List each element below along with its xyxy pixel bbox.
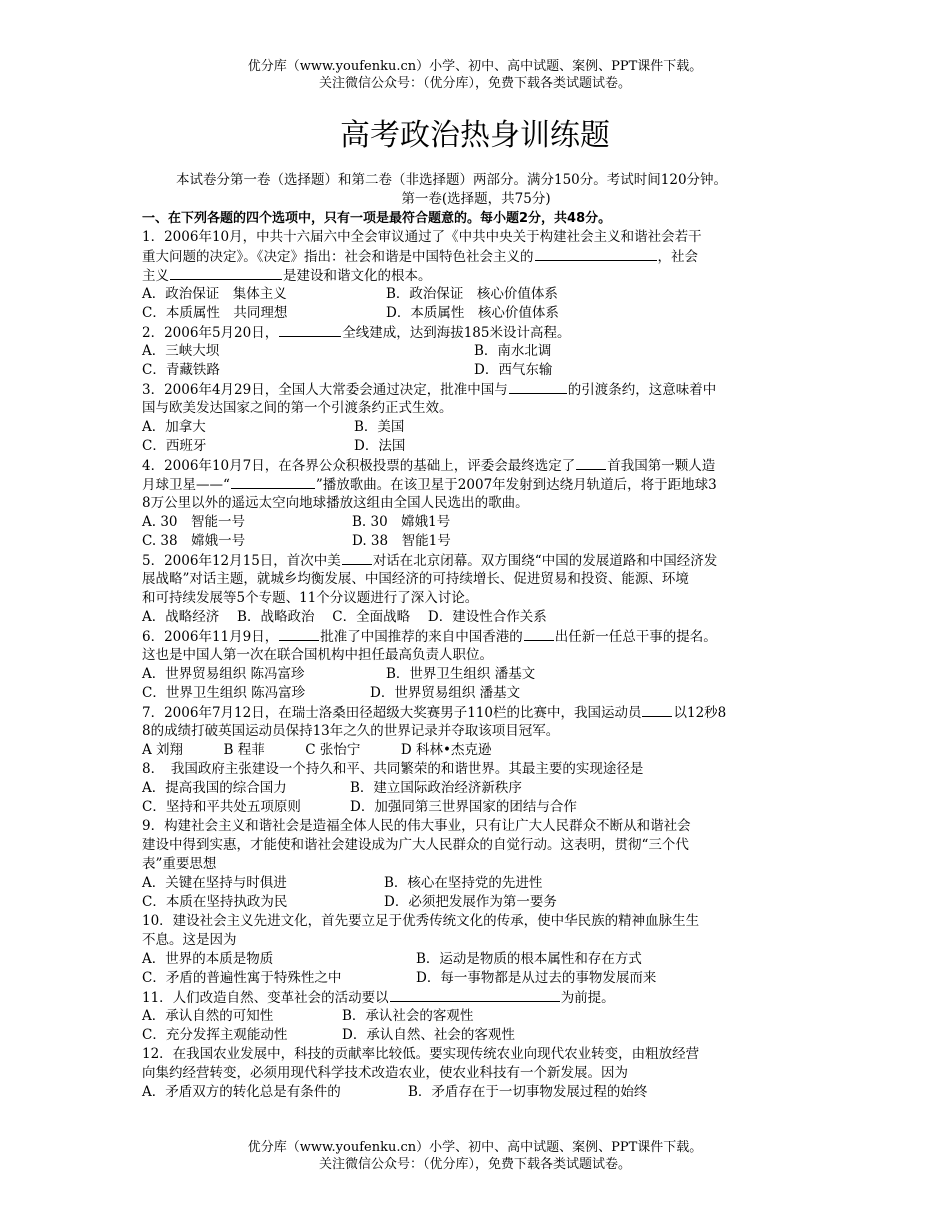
- text-segment: 全线建成，达到海拔185米设计高程。: [342, 325, 571, 341]
- answer-blank: [231, 475, 315, 489]
- option-b: B．矛盾存在于一切事物发展过程的始终: [408, 1084, 648, 1100]
- option-row: [142, 285, 810, 304]
- option-d: D．承认自然、社会的客观性: [342, 1027, 515, 1043]
- option-b: B．建立国际政治经济新秩序: [350, 780, 522, 796]
- option-d: D. 38 智能1号: [352, 533, 451, 549]
- question-text: [142, 703, 810, 722]
- text-segment: 的引渡条约，这意味着中: [567, 382, 717, 398]
- option-row: [142, 342, 810, 361]
- answer-blank: [170, 266, 282, 280]
- question-8: [142, 760, 810, 817]
- header-line-1: 优分库（www.youfenku.cn）小学、初中、高中试题、案例、PPT课件下载。: [247, 59, 703, 74]
- option-a: A．世界的本质是物质: [142, 951, 274, 967]
- section-heading: 一、在下列各题的四个选项中，只有一项是最符合题意的。每小题2分，共48分。: [142, 211, 612, 226]
- option-b: B．政治保证 核心价值体系: [386, 286, 558, 302]
- header-line-2: 关注微信公众号：（优分库），免费下载各类试题试卷。: [318, 76, 631, 91]
- text-segment: 主义: [142, 268, 169, 284]
- exam-content: [142, 171, 810, 1102]
- question-7: [142, 703, 810, 760]
- intro-text: 本试卷分第一卷（选择题）和第二卷（非选择题）两部分。满分150分。考试时间120分钟。: [176, 172, 728, 188]
- option-b: B．南水北调: [474, 343, 552, 359]
- question-text: 建设中得到实惠，才能使和谐社会建设成为广大人民群众的自觉行动。这表明，贯彻“三个代: [142, 837, 689, 853]
- question-text: [142, 627, 810, 646]
- text-segment: ，社会: [657, 249, 698, 265]
- question-text: 展战略”对话主题，就城乡均衡发展、中国经济的可持续增长、促进贸易和投资、能源、环境: [142, 571, 689, 587]
- option-a: A．政治保证 集体主义: [142, 286, 287, 302]
- text-segment: 对话在北京闭幕。双方围绕“中国的发展道路和中国经济发: [372, 553, 718, 569]
- question-text: 9．构建社会主义和谐社会是造福全体人民的伟大事业，只有让广大人民群众不断从和谐社会: [142, 818, 691, 834]
- option-d: D．本质属性 核心价值体系: [386, 305, 559, 321]
- page-footer: [0, 1139, 950, 1173]
- question-text: 1．2006年10月，中共十六届六中全会审议通过了《中共中央关于构建社会主义和谐社会若干: [142, 229, 702, 245]
- question-text: [142, 988, 810, 1007]
- option-d: D．加强同第三世界国家的团结与合作: [350, 799, 577, 815]
- option-row: [142, 798, 810, 817]
- option-row: [142, 874, 810, 893]
- option-b: B．世界卫生组织 潘基文: [386, 666, 536, 682]
- question-text: [142, 247, 810, 266]
- text-segment: 首我国第一颗人造: [607, 458, 716, 474]
- question-text: [142, 380, 810, 399]
- option-row: A 刘翔 B 程菲 C 张怡宁 D 科林•杰克逊: [142, 742, 492, 758]
- option-d: D．每一事物都是从过去的事物发展而来: [416, 970, 657, 986]
- option-row: [142, 418, 810, 437]
- option-a: A．提高我国的综合国力: [142, 780, 287, 796]
- answer-blank: [390, 988, 560, 1002]
- answer-blank: [279, 627, 319, 641]
- question-2: [142, 323, 810, 380]
- text-segment: 6．2006年11月9日，: [142, 629, 279, 645]
- volume-heading: 第一卷(选择题，共75分): [401, 191, 551, 207]
- footer-line-1: 优分库（www.youfenku.cn）小学、初中、高中试题、案例、PPT课件下载。: [247, 1140, 703, 1155]
- option-b: B．核心在坚持党的先进性: [384, 875, 543, 891]
- option-row: [142, 304, 810, 323]
- text-segment: 7．2006年7月12日，在瑞士洛桑田径超级大奖赛男子110栏的比赛中，我国运动员: [142, 705, 642, 721]
- option-c: C．青藏铁路: [142, 362, 220, 378]
- question-text: [142, 323, 810, 342]
- option-row: [142, 950, 810, 969]
- question-text: 这也是中国人第一次在联合国机构中担任最高负责人职位。: [142, 647, 493, 663]
- question-text: 表”重要思想: [142, 856, 217, 872]
- question-text: 10．建设社会主义先进文化，首先要立足于优秀传统文化的传承，使中华民族的精神血脉生生: [142, 913, 700, 929]
- page-header: [0, 58, 950, 92]
- question-text: 向集约经营转变，必须用现代科学技术改造农业，使农业科技有一个新发展。因为: [142, 1065, 628, 1081]
- answer-blank: [279, 323, 341, 337]
- text-segment: 出任新一任总干事的提名。: [554, 629, 717, 645]
- option-c: C．西班牙: [142, 438, 207, 454]
- question-4: [142, 456, 810, 551]
- option-a: A．关键在坚持与时俱进: [142, 875, 287, 891]
- question-11: [142, 988, 810, 1045]
- question-12: [142, 1045, 810, 1102]
- question-text: [142, 475, 810, 494]
- option-d: D．法国: [354, 438, 406, 454]
- option-row: [142, 437, 810, 456]
- option-row: A．战略经济 B．战略政治 C．全面战略 D．建设性合作关系: [142, 609, 547, 625]
- option-c: C. 38 嫦娥一号: [142, 533, 246, 549]
- question-text: [142, 266, 810, 285]
- option-d: D．世界贸易组织 潘基文: [370, 685, 521, 701]
- option-a: A．承认自然的可知性: [142, 1008, 274, 1024]
- option-row: [142, 893, 810, 912]
- question-text: 不息。这是因为: [142, 932, 237, 948]
- option-row: [142, 513, 810, 532]
- text-segment: 以12秒8: [673, 705, 727, 721]
- question-text: 8万公里以外的遥远太空向地球播放这组由全国人民选出的歌曲。: [142, 495, 529, 511]
- option-b: B．美国: [354, 419, 405, 435]
- option-a: A．矛盾双方的转化总是有条件的: [142, 1084, 341, 1100]
- option-c: C．矛盾的普遍性寓于特殊性之中: [142, 970, 342, 986]
- text-segment: 是建设和谐文化的根本。: [283, 268, 432, 284]
- option-row: [142, 779, 810, 798]
- question-6: [142, 627, 810, 703]
- option-a: A．世界贸易组织 陈冯富珍: [142, 666, 305, 682]
- text-segment: 2．2006年5月20日，: [142, 325, 279, 341]
- question-text: 8． 我国政府主张建设一个持久和平、共同繁荣的和谐世界。其最主要的实现途径是: [142, 761, 644, 777]
- question-9: [142, 817, 810, 912]
- option-row: [142, 361, 810, 380]
- answer-blank: [342, 551, 372, 565]
- text-segment: 4．2006年10月7日，在各界公众积极投票的基础上，评委会最终选定了: [142, 458, 576, 474]
- option-row: [142, 684, 810, 703]
- question-text: 12．在我国农业发展中，科技的贡献率比较低。要实现传统农业向现代农业转变，由粗放经营: [142, 1046, 700, 1062]
- option-b: B. 30 嫦娥1号: [352, 514, 451, 530]
- footer-line-2: 关注微信公众号：（优分库），免费下载各类试题试卷。: [318, 1157, 631, 1172]
- option-row: [142, 1007, 810, 1026]
- question-text: [142, 551, 810, 570]
- option-a: A．加拿大: [142, 419, 206, 435]
- text-segment: 3．2006年4月29日，全国人大常委会通过决定，批准中国与: [142, 382, 508, 398]
- option-row: [142, 969, 810, 988]
- answer-blank: [642, 703, 672, 717]
- answer-blank: [524, 627, 554, 641]
- option-d: D．西气东输: [474, 362, 553, 378]
- option-row: [142, 1083, 810, 1102]
- option-row: [142, 1026, 810, 1045]
- page-title: 高考政治热身训练题: [340, 118, 610, 153]
- question-3: [142, 380, 810, 456]
- option-b: B．运动是物质的根本属性和存在方式: [416, 951, 642, 967]
- question-text: 国与欧美发达国家之间的第一个引渡条约正式生效。: [142, 400, 453, 416]
- question-text: 和可持续发展等5个专题、11个分议题进行了深入讨论。: [142, 590, 479, 606]
- question-1: [142, 228, 810, 323]
- option-c: C．本质属性 共同理想: [142, 305, 288, 321]
- question-text: [142, 456, 810, 475]
- answer-blank: [535, 247, 657, 261]
- option-c: C．世界卫生组织 陈冯富珍: [142, 685, 306, 701]
- option-c: C．本质在坚持执政为民: [142, 894, 288, 910]
- answer-blank: [509, 380, 567, 394]
- question-5: [142, 551, 810, 627]
- answer-blank: [576, 456, 606, 470]
- option-c: C．充分发挥主观能动性: [142, 1027, 288, 1043]
- option-c: C．坚持和平共处五项原则: [142, 799, 301, 815]
- option-row: [142, 532, 810, 551]
- text-segment: 为前提。: [560, 990, 615, 1006]
- text-segment: 重大问题的决定》。《决定》指出：社会和谐是中国特色社会主义的: [142, 249, 534, 265]
- question-text: 8的成绩打破英国运动员保持13年之久的世界记录并夺取该项目冠军。: [142, 723, 560, 739]
- option-b: B．承认社会的客观性: [342, 1008, 474, 1024]
- question-10: [142, 912, 810, 988]
- option-a: A. 30 智能一号: [142, 514, 246, 530]
- text-segment: 月球卫星——“: [142, 477, 230, 493]
- text-segment: 11．人们改造自然、变革社会的活动要以: [142, 990, 389, 1006]
- option-a: A．三峡大坝: [142, 343, 220, 359]
- option-row: [142, 665, 810, 684]
- text-segment: 5．2006年12月15日，首次中美: [142, 553, 341, 569]
- text-segment: 批准了中国推荐的来自中国香港的: [320, 629, 523, 645]
- option-d: D．必须把发展作为第一要务: [384, 894, 557, 910]
- text-segment: ”播放歌曲。在该卫星于2007年发射到达绕月轨道后，将于距地球3: [315, 477, 717, 493]
